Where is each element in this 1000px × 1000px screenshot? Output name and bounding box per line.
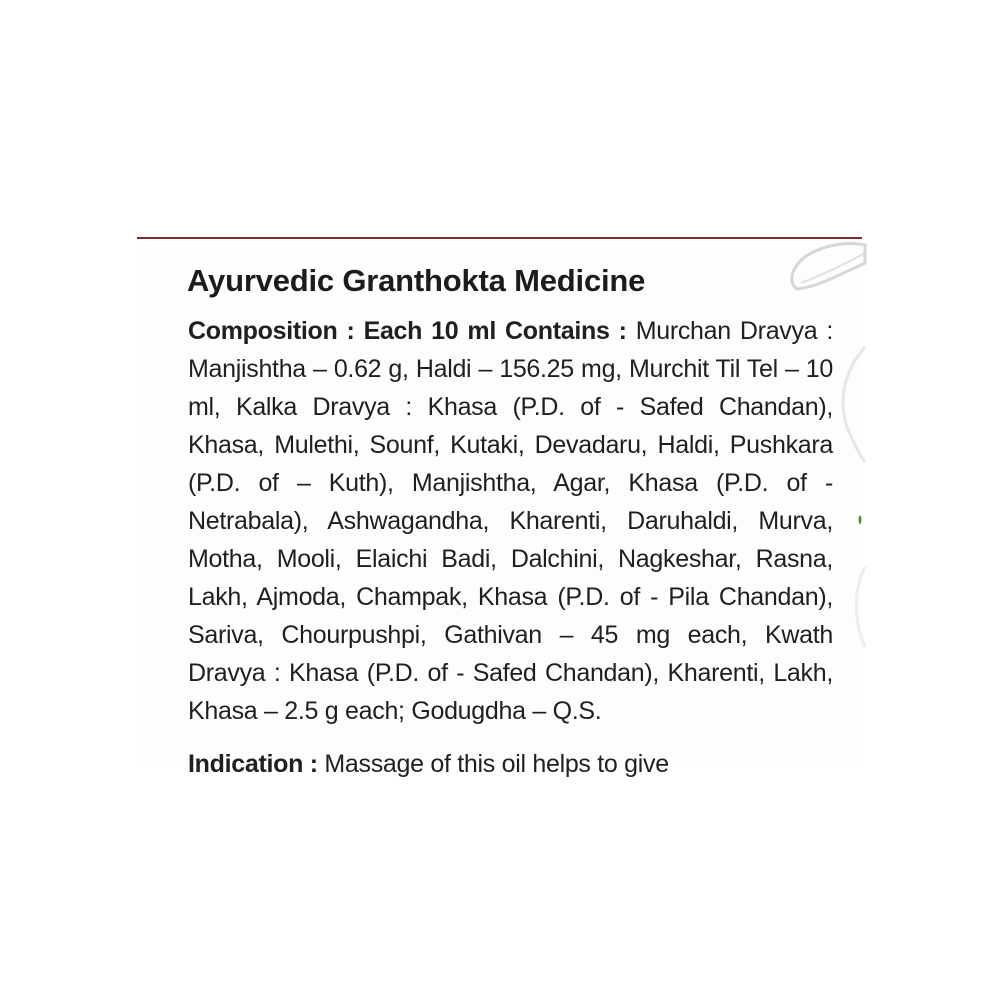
- composition-paragraph: [188, 312, 833, 730]
- green-leaf-tip-icon: [857, 515, 863, 525]
- indication-paragraph-cut-off: [188, 745, 838, 783]
- product-label-panel: [137, 237, 862, 778]
- indication-text: Massage of this oil helps to give: [317, 750, 669, 778]
- composition-text: Murchan Dravya : Manjishtha – 0.62 g, Haldi – 156.25 mg, Murchit Til Tel – 10 ml, Kalka Dravya : Khasa (P.D. of - Safed Chandan), Khasa, Mulethi, Sounf, Kutaki, Devadaru, Haldi, Pushkara (P.D. of – Kuth), Manjishtha, Agar, Khasa (P.D. of - Netrabala), Ashwagandha, Kharenti, Daruhaldi, Murva, Motha, Mooli, Elaichi Badi, Dalchini, Nagkeshar, Rasna, Lakh, Ajmoda, Champak, Khasa (P.D. of - Pila Chandan), Sariva, Chourpushpi, Gathivan – 45 mg each, Kwath Dravya : Khasa (P.D. of - Safed Chandan), Kharenti, Lakh, Khasa – 2.5 g each; Godugdha – Q.S.: [188, 317, 833, 725]
- product-title: Ayurvedic Granthokta Medicine: [187, 263, 646, 298]
- composition-label: Composition : Each 10 ml Contains :: [188, 317, 627, 345]
- indication-label: Indication :: [188, 750, 318, 778]
- top-divider-rule: [137, 237, 862, 239]
